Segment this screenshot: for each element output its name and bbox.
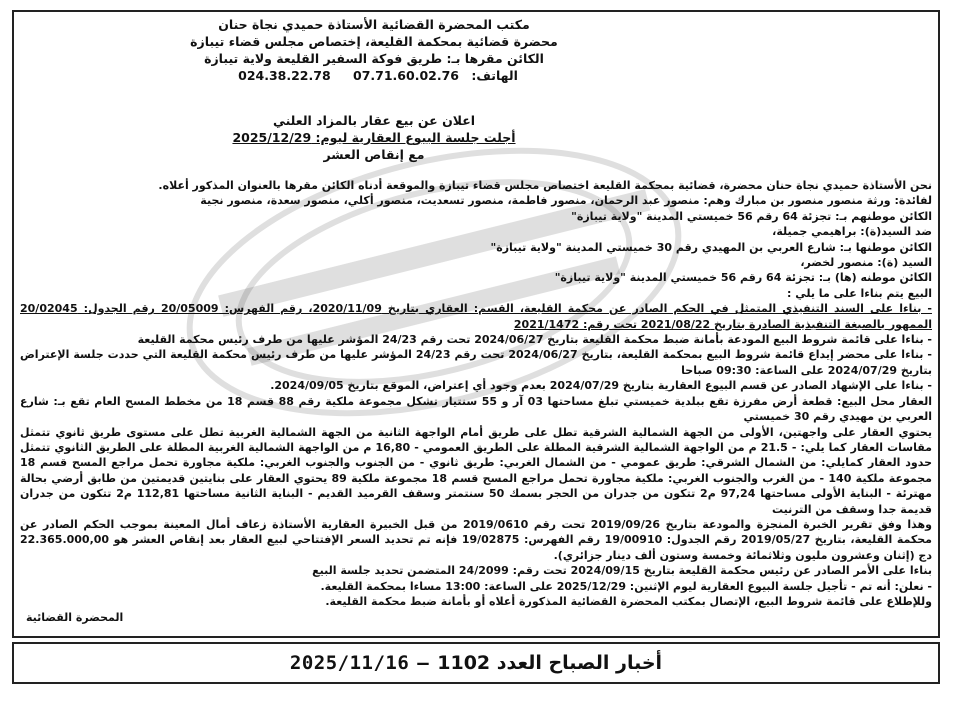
notice-body xyxy=(20,178,932,626)
notice-paragraph: بناءا على الأمر الصادر عن رئيس محكمة القليعة بتاريخ 2024/09/15 تحت رقم: 24/2099 المتضمن تحديد جلسة البيع xyxy=(312,564,932,578)
notice-paragraph: ضد السيد(ة): براهيمي جميلة، xyxy=(772,225,932,239)
notice-paragraph: العقار محل البيع: قطعة أرض مفرزة تقع ببلدية خميستي تبلغ مساحتها 03 آر و 55 سنتيار تشكل مجموعة ملكية رقم 88 قسم 18 من مخطط المسح العام تقع بـ: شارع العربي بن مهيدي رقم 30 خميستي xyxy=(20,394,933,424)
office-jurisdiction: محضرة قضائية بمحكمة القليعة، إختصاص مجلس قضاء تيبازة xyxy=(190,34,558,49)
office-phones xyxy=(34,67,714,84)
notice-paragraph: وهذا وفق تقرير الخبرة المنجزة والمودعة بتاريخ 2019/09/26 تحت رقم 2019/0610 من قبل الخبيرة العقارية الأستاذة زعاف أمال المعينة بموجب الحكم الصادر عن محكمة القليعة، بتاريخ 2019/05/27 رقم الجدول: 19/00910 رقم الفهرس: 19/02875 فإنه تم تحديد السعر الإفتتاحي لبيع العقار بعد إنقاص العشر هو 22.365.000,00 دج (إثنان وعشرون مليون وثلاثمائة وخمسة وستون ألف دينار جزائري). xyxy=(20,517,932,562)
notice-paragraph: الكائن موطنها بـ: شارع العربي بن المهيدي رقم 30 خميستي المدينة "ولاية تيبازة" xyxy=(490,240,932,254)
notice-title-block xyxy=(34,112,714,163)
office-name: مكتب المحضرة القضائية الأستاذة حميدي نجاة حنان xyxy=(218,17,530,32)
notice-paragraph: السيد (ة): منصور لخضر، xyxy=(800,256,932,270)
notice-paragraph: البيع يتم بناءا على ما يلي : xyxy=(787,286,932,300)
price-reduction-note: مع إنقاص العشر xyxy=(323,147,425,162)
newspaper-footer xyxy=(12,642,940,684)
notice-paragraph: نحن الأستاذة حميدي نجاة حنان محضرة، قضائية بمحكمة القليعة اختصاص مجلس قضاء تيبازة والموقعة أدناه الكائن مقرها بالعنوان المذكور أعلاه. xyxy=(158,179,932,192)
bailiff-office-header xyxy=(34,16,714,84)
notice-paragraph: الكائن موطنهم بـ: تجزئة 64 رقم 56 خميستي المدينة "ولاية تيبازة" xyxy=(571,209,932,223)
phone-number: 07.71.60.02.76 xyxy=(353,68,459,83)
notice-paragraph: - بناءا على قائمة شروط البيع المودعة بأمانة ضبط محكمة القليعة بتاريخ 2024/06/27 تحت رقم 24/23 المؤشر عليها من طرف رئيس محكمة القليعة xyxy=(137,333,932,347)
notice-paragraph: - بناءا على محضر إيداع قائمة شروط البيع بمحكمة القليعة، بتاريخ 2024/06/27 تحت رقم 24/23 المؤشر عليها من طرف رئيس محكمة القليعة التي حددت جلسة الإعتراض بتاريخ 2024/07/29 على الساعة: 09:30 صباحا xyxy=(20,348,932,377)
notice-frame xyxy=(12,10,940,638)
postponed-session-date: أجلت جلسة البيوع العقارية ليوم: 2025/12/29 xyxy=(232,130,516,145)
signature-label: المحضرة القضائية xyxy=(26,611,124,625)
newspaper-issue-title: أخبار الصباح العدد 1102 xyxy=(437,652,663,674)
notice-paragraph: يحتوي العقار على واجهتين، الأولى من الجهة الشمالية الشرقية تطل على طريق أمام الواجهة الثانية من الجهة الشمالية الغربية تطل على مستوى طريق ثانوي تتمثل مقاسات العقار كما يلي: - 21.5 م من الواجهة الشمالية الشرقية المطلة على الطريق العمومي - 16,80 م من الواجهة الشمالية الغربية المطلة على الطريق الثانوي تتمثل حدود العقار كمايلي: من الشمال الشرقي: طريق عمومي - من الشمال الغربي: طريق ثانوي - من الجنوب والجنوب الغربي: ملكية مجاورة تحمل مراجع المسح قسم 18 مجموعة ملكية 140 - من الغرب والجنوب الغربي: ملكية مجاورة تحمل مراجع المسح قسم 18 مجموعة ملكية 89 يحتوي العقار على بنايتين قديمتين من طابق أرضي بحالة مهترئة - البناية الأولى مساحتها 97,24 م2 تتكون من جدران من الحجر بسمك 50 سنتمتر وسقف القرميد القديم - البناية الثانية مساحتها 112,81 م2 تتكون من جدران قديمة جدا وسقف من الترنيت xyxy=(20,425,932,516)
notice-title: اعلان عن بيع عقار بالمزاد العلني xyxy=(272,113,476,128)
signature-block xyxy=(20,610,932,625)
phone-label: الهاتف: xyxy=(471,68,518,83)
notice-paragraph: - بناءا على السند التنفيذي المتمثل في الحكم الصادر عن محكمة القليعة، القسم: العقاري بتاريخ 2020/11/09، رقم الفهرس: 20/05009 رقم الجدول: 20/02045 الممهور بالصيغة التنفيذية الصادرة بتاريخ 2021/08/22 تحت رقم: 2021/1472 xyxy=(20,302,932,331)
phone-number: 024.38.22.78 xyxy=(238,68,331,83)
office-address: الكائن مقرها بـ: طريق فوكة السفير القليعة ولاية تيبازة xyxy=(204,51,544,66)
footer-separator: – xyxy=(417,652,430,674)
notice-paragraph: - بناءا على الإشهاد الصادر عن قسم البيوع العقارية بتاريخ 2024/07/29 بعدم وجود أي إعتراض، الموقع بتاريخ 2024/09/05. xyxy=(270,379,932,393)
notice-paragraph: الكائن موطنه (ها) بـ: تجزئة 64 رقم 56 خميستي المدينة "ولاية تيبازة" xyxy=(554,271,932,285)
issue-date: 2025/11/16 xyxy=(289,652,410,674)
notice-paragraph: - نعلن: أنه تم - تأجيل جلسة البيوع العقارية ليوم الإثنين: 2025/12/29 على الساعة: 13:00 مساءا بمحكمة القليعة. xyxy=(320,579,932,593)
notice-paragraph: لفائدة: ورثة منصور منصور بن مبارك وهم: منصور عبد الرحمان، منصور فاطمة، منصور تسعديت، منصور أكلي، منصور سعدة، منصور نجية xyxy=(200,194,932,208)
notice-paragraph: وللإطلاع على قائمة شروط البيع، الإتصال بمكتب المحضرة القضائية المذكورة أعلاه أو بأمانة ضبط محكمة القليعة. xyxy=(325,594,932,608)
